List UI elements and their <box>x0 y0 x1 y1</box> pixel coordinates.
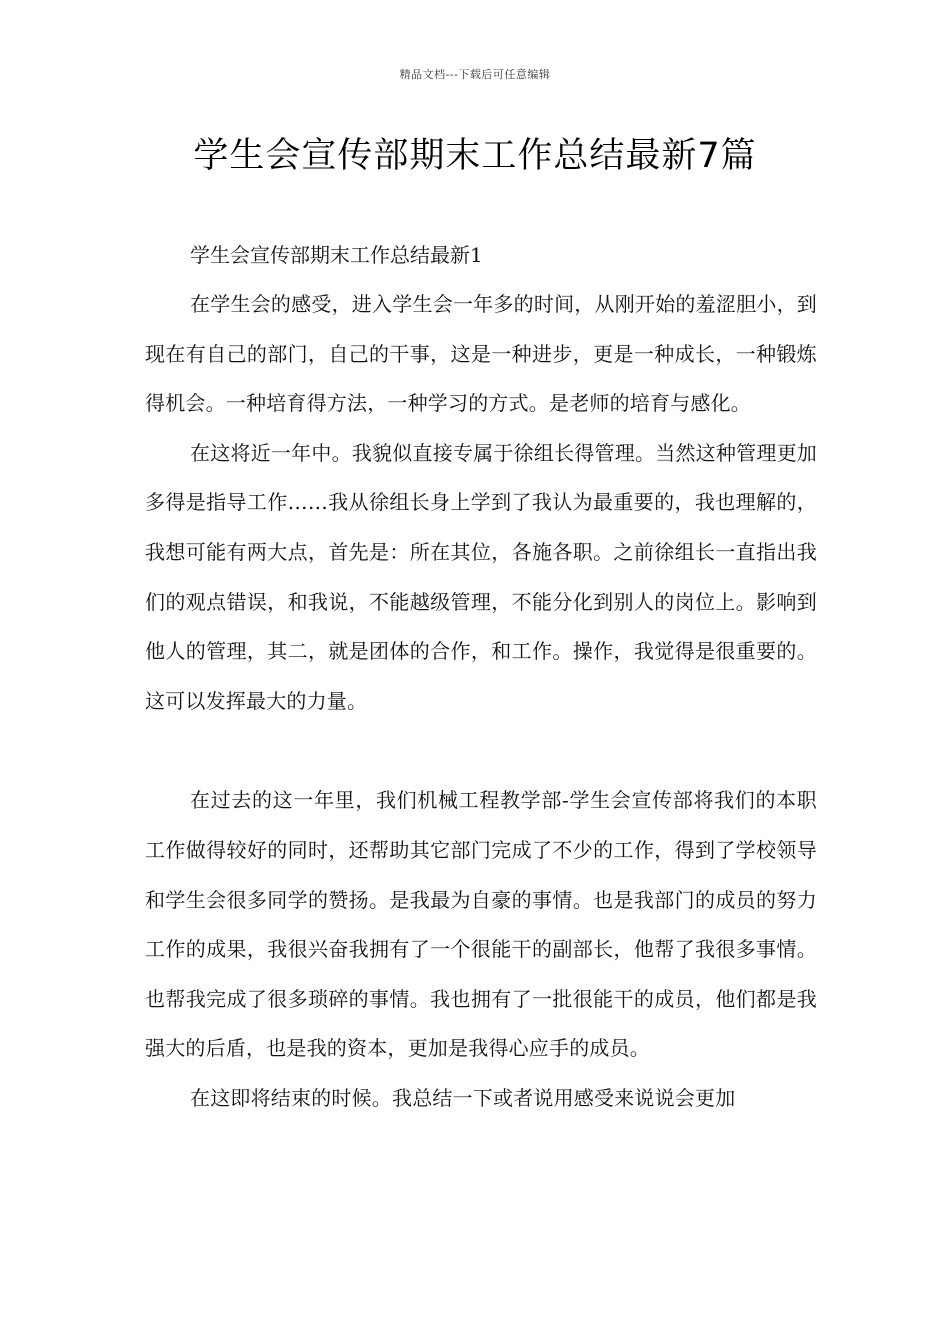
paragraph-4: 在这即将结束的时候。我总结一下或者说用感受来说说会更加 <box>190 1085 736 1110</box>
document-body <box>145 230 817 1124</box>
section-subtitle: 学生会宣传部期末工作总结最新1 <box>190 243 483 267</box>
paragraph-1: 在学生会的感受，进入学生会一年多的时间，从刚开始的羞涩胆小，到现在有自己的部门，自己的干事，这是一种进步，更是一种成长，一种锻炼得机会。一种培育得方法，一种学习的方式。是老师的培育与感化。 <box>145 292 817 416</box>
paragraph-2: 在这将近一年中。我貌似直接专属于徐组长得管理。当然这种管理更加多得是指导工作……我从徐组长身上学到了我认为最重要的，我也理解的，我想可能有两大点，首先是：所在其位，各施各职。之前徐组长一直指出我们的观点错误，和我说，不能越级管理，不能分化到别人的岗位上。影响到他人的管理，其二，就是团体的合作，和工作。操作，我觉得是很重要的。这可以发挥最大的力量。 <box>145 440 817 713</box>
document-title: 学生会宣传部期末工作总结最新7篇 <box>193 136 757 176</box>
paragraph-3: 在过去的这一年里，我们机械工程教学部-学生会宣传部将我们的本职工作做得较好的同时，还帮助其它部门完成了不少的工作，得到了学校领导和学生会很多同学的赞扬。是我最为自豪的事情。也是我部门的成员的努力工作的成果，我很兴奋我拥有了一个很能干的副部长，他帮了我很多事情。也帮我完成了很多琐碎的事情。我也拥有了一批很能干的成员，他们都是我强大的后盾，也是我的资本，更加是我得心应手的成员。 <box>145 788 817 1061</box>
blank-line <box>145 726 817 776</box>
header-note: 精品文档---下载后可任意编辑 <box>399 68 551 81</box>
